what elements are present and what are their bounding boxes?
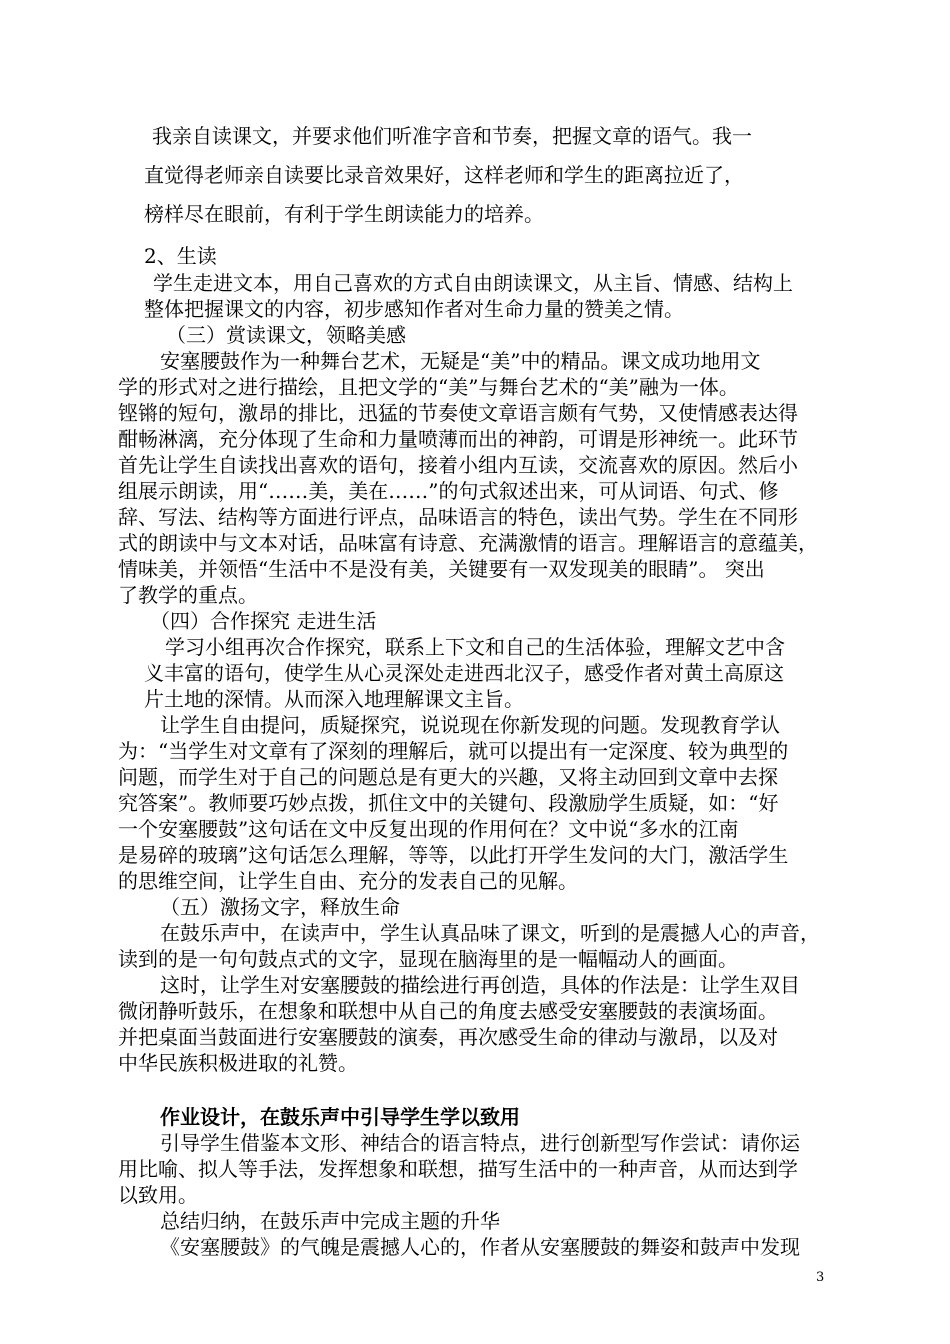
section-heading: （四）合作探究 走进生活	[150, 609, 377, 633]
text-line: 微闭静听鼓乐，在想象和联想中从自己的角度去感受安塞腰鼓的表演场面。	[118, 999, 778, 1023]
text-line: 直觉得老师亲自读要比录音效果好，这样老师和学生的距离拉近了，	[144, 163, 744, 187]
text-line: 中华民族积极进取的礼赞。	[118, 1051, 358, 1075]
text-line: 一个安塞腰鼓”这句话在文中反复出现的作用何在？文中说“多水的江南	[118, 817, 739, 841]
text-line: 学习小组再次合作探究，联系上下文和自己的生活体验，理解文艺中含	[165, 635, 785, 659]
text-line: 用比喻、拟人等手法，发挥想象和联想，描写生活中的一种声音，从而达到学	[118, 1157, 798, 1181]
text-line: 式的朗读中与文本对话，品味富有诗意、充满激情的语言。理解语言的意蕴美，	[118, 531, 818, 555]
text-line: 的思维空间，让学生自由、充分的发表自己的见解。	[118, 869, 578, 893]
text-line: 在鼓乐声中，在读声中，学生认真品味了课文，听到的是震撼人心的声音，	[160, 921, 820, 945]
text-line: 情味美，并领悟“生活中不是没有美，关键要有一双发现美的眼睛”。 突出	[118, 557, 765, 581]
text-line: 并把桌面当鼓面进行安塞腰鼓的演奏，再次感受生命的律动与激昂，以及对	[118, 1025, 778, 1049]
text-line: 学生走进文本，用自己喜欢的方式自由朗读课文，从主旨、情感、结构上	[153, 271, 793, 295]
section-heading: 作业设计，在鼓乐声中引导学生学以致用	[160, 1105, 520, 1129]
text-line: 以致用。	[118, 1183, 198, 1207]
text-line: 酣畅淋漓，充分体现了生命和力量喷薄而出的神韵，可谓是形神统一。此环节	[118, 427, 798, 451]
section-heading: 2、生读	[144, 244, 217, 268]
text-line: 这时，让学生对安塞腰鼓的描绘进行再创造，具体的作法是：让学生双目	[160, 973, 800, 997]
text-line: 片土地的深情。从而深入地理解课文主旨。	[144, 687, 524, 711]
text-line: 铿锵的短句，激昂的排比，迅猛的节奏使文章语言颇有气势，又使情感表达得	[118, 401, 798, 425]
section-heading: （五）激扬文字，释放生命	[160, 895, 400, 919]
text-line: 首先让学生自读找出喜欢的语句，接着小组内互读，交流喜欢的原因。然后小	[118, 453, 798, 477]
text-line: 学的形式对之进行描绘，且把文学的“美”与舞台艺术的“美”融为一体。	[118, 375, 739, 399]
section-heading: 总结归纳，在鼓乐声中完成主题的升华	[160, 1209, 500, 1233]
text-line: 义丰富的语句，使学生从心灵深处走进西北汉子，感受作者对黄土高原这	[144, 661, 784, 685]
text-line: 榜样尽在眼前，有利于学生朗读能力的培养。	[144, 202, 544, 226]
text-line: 是易碎的玻璃”这句话怎么理解，等等，以此打开学生发问的大门，激活学生	[118, 843, 789, 867]
text-line: 究答案”。教师要巧妙点拨，抓住文中的关键句、段激励学生质疑，如：“好	[118, 791, 779, 815]
text-line: 组展示朗读，用“……美，美在……”的句式叙述出来，可从词语、句式、修	[118, 479, 779, 503]
text-line: 了教学的重点。	[118, 583, 258, 607]
text-line: 我亲自读课文，并要求他们听准字音和节奏，把握文章的语气。我一	[152, 124, 752, 148]
text-line: 问题，而学生对于自己的问题总是有更大的兴趣，又将主动回到文章中去探	[118, 765, 778, 789]
text-line: 引导学生借鉴本文形、神结合的语言特点，进行创新型写作尝试：请你运	[160, 1131, 800, 1155]
page-number: 3	[816, 1270, 825, 1285]
text-line: 安塞腰鼓作为一种舞台艺术，无疑是“美”中的精品。课文成功地用文	[160, 349, 761, 373]
text-line: 为：“当学生对文章有了深刻的理解后，就可以提出有一定深度、较为典型的	[118, 739, 789, 763]
text-line: 辞、写法、结构等方面进行评点，品味语言的特色，读出气势。学生在不同形	[118, 505, 798, 529]
text-line: 《安塞腰鼓》的气魄是震撼人心的，作者从安塞腰鼓的舞姿和鼓声中发现	[160, 1235, 800, 1259]
text-line: 让学生自由提问，质疑探究，说说现在你新发现的问题。发现教育学认	[160, 713, 780, 737]
text-line: 读到的是一句句鼓点式的文字，显现在脑海里的是一幅幅动人的画面。	[118, 947, 738, 971]
text-line: 整体把握课文的内容，初步感知作者对生命力量的赞美之情。	[144, 297, 684, 321]
section-heading: （三）赏读课文，领略美感	[166, 323, 406, 347]
